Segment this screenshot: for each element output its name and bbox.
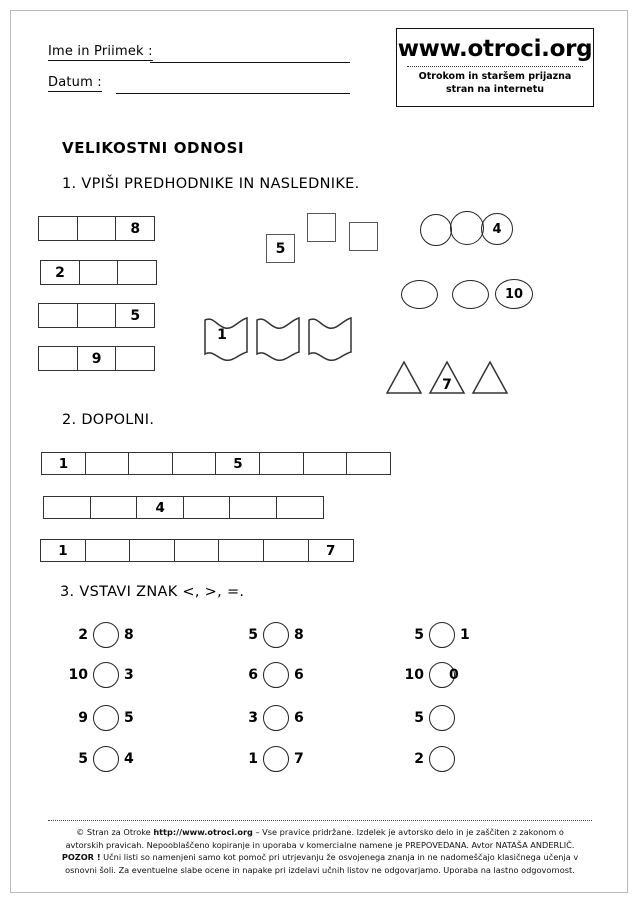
task3-compare-row — [398, 622, 486, 648]
task3-left-number: 5 — [248, 627, 258, 643]
task3-left-number: 5 — [78, 751, 88, 767]
task1-bar-cell[interactable] — [117, 260, 157, 285]
task3-left-number: 5 — [414, 710, 424, 726]
footer-copyright-prefix: © Stran za Otroke — [76, 827, 154, 837]
task1-bar-cell[interactable] — [38, 303, 78, 328]
task1-bar-row-2 — [40, 260, 157, 285]
footer-line-4: osnovni šoli. Za eventuelne slabe ocene in napake pri izdelavi učnih listov ne odgovarjamo. Uporaba na lastno odgovornost. — [65, 865, 575, 876]
task1-ellipse[interactable] — [401, 280, 438, 309]
task2-strip-cell[interactable] — [303, 452, 348, 475]
task2-strip-cell[interactable] — [128, 452, 173, 475]
task2-strip-cell[interactable] — [183, 496, 231, 519]
task1-bar-cell[interactable] — [79, 260, 119, 285]
task1-bar-row-4 — [38, 346, 155, 371]
task3-operator-circle[interactable] — [263, 746, 289, 772]
site-logo-subtitle-line1: Otrokom in staršem prijazna — [418, 71, 572, 83]
task2-heading: 2. DOPOLNI. — [62, 412, 155, 428]
task1-flag-value[interactable]: 1 — [217, 327, 227, 343]
task1-square[interactable] — [349, 222, 378, 251]
task1-bar-cell[interactable] — [77, 216, 117, 241]
site-logo-title: www.otroci.org — [397, 36, 593, 62]
task2-strip-cell[interactable] — [346, 452, 391, 475]
task1-bar-cell[interactable]: 8 — [115, 216, 155, 241]
task2-strip-cell[interactable]: 5 — [215, 452, 260, 475]
task1-bar-cell[interactable] — [115, 346, 155, 371]
name-field-line[interactable] — [150, 62, 350, 63]
task3-compare-row — [232, 622, 320, 648]
task2-strip-cell[interactable] — [229, 496, 277, 519]
task3-right-number: 7 — [294, 751, 304, 767]
page-title: VELIKOSTNI ODNOSI — [62, 139, 245, 157]
logo-divider — [407, 66, 583, 67]
footer-site-url[interactable]: http://www.otroci.org — [153, 827, 253, 837]
footer-copyright-suffix: – Vse pravice pridržane. Izdelek je avtorsko delo in je zaščiten z zakonom o — [252, 827, 564, 837]
task3-right-number: 5 — [124, 710, 134, 726]
task1-bar-row-1 — [38, 216, 155, 241]
task2-strip-1 — [41, 452, 391, 475]
date-field-label: Datum : — [48, 75, 102, 90]
task3-left-number: 9 — [78, 710, 88, 726]
date-field-label-wrap — [48, 75, 102, 92]
task2-strip-cell[interactable] — [259, 452, 304, 475]
task3-compare-row — [62, 705, 150, 731]
task3-compare-row — [232, 705, 320, 731]
task3-compare-row — [398, 746, 486, 772]
task3-compare-row — [62, 662, 150, 688]
task2-strip-cell[interactable] — [85, 539, 131, 562]
task2-strip-cell[interactable] — [276, 496, 324, 519]
task3-left-number: 2 — [78, 627, 88, 643]
task2-strip-2 — [43, 496, 324, 519]
task3-operator-circle[interactable] — [429, 622, 455, 648]
site-logo-subtitle-line2: stran na internetu — [445, 83, 545, 95]
task3-compare-row — [62, 746, 150, 772]
name-field-label-wrap — [48, 44, 153, 61]
task2-strip-cell[interactable] — [263, 539, 309, 562]
task3-right-number: 8 — [294, 627, 304, 643]
task2-strip-3 — [40, 539, 354, 562]
task1-bar-cell[interactable] — [38, 216, 78, 241]
footer-divider — [48, 820, 592, 821]
footer-line-2: avtorskih pravicah. Nepooblaščeno kopiranje in uporaba v komercialne namene je PREPOVEDANA. Avtor NATAŠA ANDERLIČ. — [65, 839, 575, 850]
task3-left-number: 10 — [404, 667, 424, 683]
task3-compare-row — [398, 705, 486, 731]
task3-right-number: 1 — [460, 627, 470, 643]
task2-strip-cell[interactable] — [174, 539, 220, 562]
task3-operator-circle[interactable] — [263, 662, 289, 688]
task3-left-number: 3 — [248, 710, 258, 726]
task2-strip-cell[interactable]: 1 — [40, 539, 86, 562]
task3-right-number: 6 — [294, 710, 304, 726]
task2-strip-cell[interactable]: 7 — [308, 539, 354, 562]
name-field-label: Ime in Priimek : — [48, 44, 153, 59]
task3-left-number: 1 — [248, 751, 258, 767]
task3-operator-circle[interactable] — [93, 705, 119, 731]
task3-compare-row — [232, 746, 320, 772]
task1-circle[interactable] — [450, 211, 484, 245]
task2-strip-cell[interactable]: 1 — [41, 452, 86, 475]
task1-bar-cell[interactable]: 2 — [40, 260, 80, 285]
task3-left-number: 10 — [68, 667, 88, 683]
task3-compare-row — [232, 662, 320, 688]
task2-strip-cell[interactable] — [43, 496, 91, 519]
footer-text — [46, 826, 594, 877]
task2-strip-cell[interactable] — [172, 452, 217, 475]
task3-operator-circle[interactable] — [429, 705, 455, 731]
task3-right-number: 8 — [124, 627, 134, 643]
task1-square[interactable]: 5 — [266, 234, 295, 263]
task3-right-number: 4 — [124, 751, 134, 767]
date-field-line[interactable] — [116, 93, 350, 94]
footer-warning-text: Učni listi so namenjeni samo kot pomoč pri utrjevanju že osvojenega znanja in ne nadomeščajo klasičnega učenja v — [100, 852, 579, 863]
task2-strip-cell[interactable] — [129, 539, 175, 562]
task3-left-number: 2 — [414, 751, 424, 767]
footer-line-3 — [46, 851, 594, 864]
task1-bar-cell[interactable]: 5 — [115, 303, 155, 328]
task1-bar-cell[interactable] — [38, 346, 78, 371]
task3-compare-row — [398, 662, 475, 688]
task3-compare-row — [62, 622, 150, 648]
task3-heading: 3. VSTAVI ZNAK <, >, =. — [60, 584, 245, 600]
task1-ellipse[interactable]: 10 — [495, 279, 533, 309]
task3-right-number: 3 — [124, 667, 134, 683]
task1-circle[interactable]: 4 — [481, 213, 513, 245]
task2-strip-cell[interactable] — [85, 452, 130, 475]
task1-heading: 1. VPIŠI PREDHODNIKE IN NASLEDNIKE. — [62, 176, 360, 192]
task1-triangle-value[interactable]: 7 — [442, 377, 452, 393]
task2-strip-cell[interactable] — [218, 539, 264, 562]
task3-right-number: 0 — [449, 667, 459, 683]
task3-operator-circle[interactable] — [263, 705, 289, 731]
task1-bar-cell[interactable] — [77, 303, 117, 328]
task2-strip-cell[interactable] — [90, 496, 138, 519]
task3-operator-circle[interactable] — [93, 746, 119, 772]
task3-operator-circle[interactable] — [93, 662, 119, 688]
task2-strip-cell[interactable]: 4 — [136, 496, 184, 519]
site-logo-box[interactable] — [396, 28, 594, 107]
task3-operator-circle[interactable] — [429, 746, 455, 772]
task3-operator-circle[interactable] — [93, 622, 119, 648]
task3-operator-circle[interactable] — [263, 622, 289, 648]
task1-circle[interactable] — [420, 214, 452, 246]
task1-bar-cell[interactable]: 9 — [77, 346, 117, 371]
task1-bar-row-3 — [38, 303, 155, 328]
task3-right-number: 6 — [294, 667, 304, 683]
task1-square[interactable] — [307, 213, 336, 242]
task1-ellipse[interactable] — [452, 280, 489, 309]
footer-line-1 — [46, 826, 594, 839]
site-logo-subtitle — [397, 71, 593, 97]
footer-warning-label: POZOR ! — [61, 852, 101, 863]
task3-left-number: 6 — [248, 667, 258, 683]
task3-left-number: 5 — [414, 627, 424, 643]
